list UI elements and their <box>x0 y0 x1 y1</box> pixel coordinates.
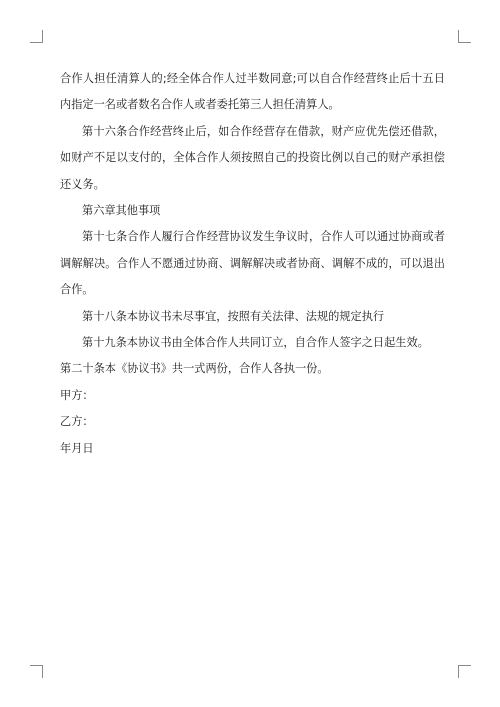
paragraph-article-16: 第十六条合作经营终止后，如合作经营存在借款，财产应优先偿还借款，如财产不足以支付的，全体合作人须按照自己的投资比例以自己的财产承担偿还义务。 <box>60 124 445 191</box>
chapter-6-heading: 第六章其他事项 <box>82 204 161 218</box>
party-a-label: 甲方： <box>60 388 94 402</box>
party-b-label: 乙方： <box>60 415 94 429</box>
crop-mark-top-left <box>30 30 43 43</box>
crop-mark-top-right <box>458 30 471 43</box>
crop-mark-bottom-left <box>30 665 43 678</box>
paragraph-article-19: 第十九条本协议书由全体合作人共同订立，自合作人签字之日起生效。 <box>82 336 429 350</box>
crop-mark-bottom-right <box>458 665 471 678</box>
paragraph-liquidator: 合作人担任清算人的;经全体合作人过半数同意;可以自合作经营终止后十五日内指定一名或者数名合作人或者委托第三人担任清算人。 <box>60 72 445 112</box>
paragraph-article-20: 第二十条本《协议书》共一式两份，合作人各执一份。 <box>60 362 329 376</box>
paragraph-article-18: 第十八条本协议书未尽事宜，按照有关法律、法规的规定执行 <box>82 309 385 323</box>
date-label: 年月日 <box>60 441 94 455</box>
document-body <box>60 66 445 462</box>
paragraph-article-17: 第十七条合作人履行合作经营协议发生争议时，合作人可以通过协商或者调解解决。合作人不愿通过协商、调解解决或者协商、调解不成的，可以退出合作。 <box>60 230 445 297</box>
